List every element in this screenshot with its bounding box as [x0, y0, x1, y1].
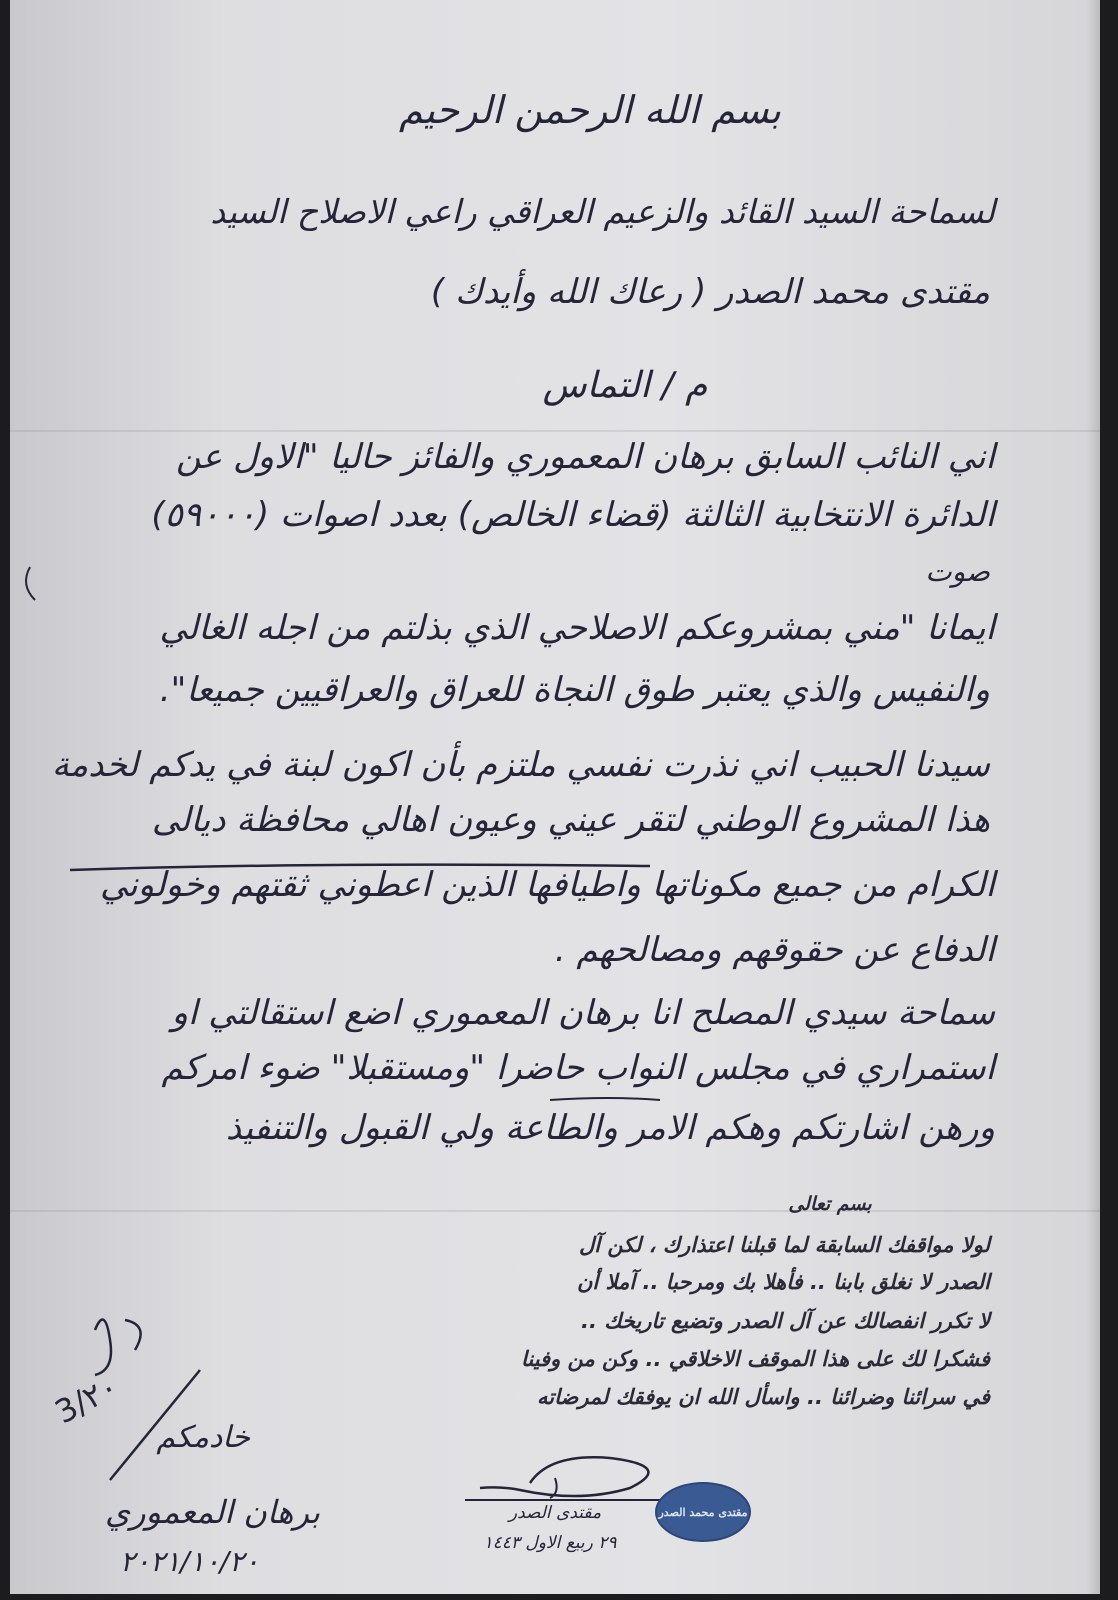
- reply-line: لولا مواقفك السابقة لما قبلنا اعتذارك ، لكن آل: [579, 1233, 990, 1257]
- seal-text: مقتدى محمد الصدر: [658, 1505, 748, 1519]
- body-line: الكرام من جميع مكوناتها واطيافها الذين اعطوني ثقتهم وخولوني: [99, 865, 995, 905]
- body-line: سماحة سيدي المصلح انا برهان المعموري اضع استقالتي او: [171, 993, 995, 1033]
- address-line-1: لسماحة السيد القائد والزعيم العراقي راعي الاصلاح السيد: [210, 192, 995, 231]
- reply-line: في سرائنا وضرائنا .. واسأل الله ان يوفقك لمرضاته: [537, 1385, 990, 1409]
- reply-line: بسم تعالى: [788, 1193, 872, 1215]
- office-seal: [655, 1482, 751, 1542]
- body-line: الدفاع عن حقوقهم ومصالحهم .: [554, 930, 995, 970]
- body-line: صوت: [925, 555, 990, 588]
- body-line: هذا المشروع الوطني لتقر عيني وعيون اهالي محافظة ديالى: [151, 800, 990, 840]
- body-line: ورهن اشارتكم وهكم الامر والطاعة ولي القبول والتنفيذ: [225, 1108, 995, 1148]
- basmala-heading: بسم الله الرحمن الرحيم: [399, 88, 781, 132]
- reply-line: فشكرا لك على هذا الموقف الاخلاقي .. وكن من وفينا: [520, 1347, 990, 1371]
- body-line: اني النائب السابق برهان المعموري والفائز حاليا "الاول عن: [175, 437, 995, 477]
- body-line: الدائرة الانتخابية الثالثة (قضاء الخالص) بعدد اصوات (٥٩٠٠٠): [151, 495, 995, 535]
- body-line: سيدنا الحبيب اني نذرت نفسي ملتزم بأن اكون لبنة في يدكم لخدمة: [51, 745, 990, 785]
- reply-signature-date: ٢٩ ربيع الاول ١٤٤٣: [483, 1533, 617, 1553]
- body-line: ايمانا "مني بمشروعكم الاصلاحي الذي بذلتم من اجله الغالي: [159, 608, 995, 648]
- reply-line: لا تكرر انفصالك عن آل الصدر وتضيع تاريخك ..: [580, 1309, 990, 1333]
- subject-line: م / التماس: [542, 365, 708, 406]
- address-line-2: مقتدى محمد الصدر ( رعاك الله وأيدك ): [430, 272, 990, 312]
- scanned-letter: [10, 0, 1100, 1594]
- margin-date-note: 3/٢٠: [48, 1366, 125, 1432]
- body-line: والنفيس والذي يعتبر طوق النجاة للعراق والعراقيين جميعا".: [159, 670, 990, 710]
- reply-line: الصدر لا نغلق بابنا .. فأهلا بك ومرحبا .. آملا أن: [576, 1270, 990, 1294]
- signoff-closing: خادمكم: [156, 1420, 250, 1455]
- body-line: استمراري في مجلس النواب حاضرا "ومستقبلا" ضوء امركم: [161, 1048, 995, 1088]
- signoff-name: برهان المعموري: [105, 1493, 320, 1531]
- signoff-date: ٢٠٢١/١٠/٢٠: [120, 1545, 260, 1578]
- reply-signature-name: مقتدى الصدر: [508, 1503, 602, 1523]
